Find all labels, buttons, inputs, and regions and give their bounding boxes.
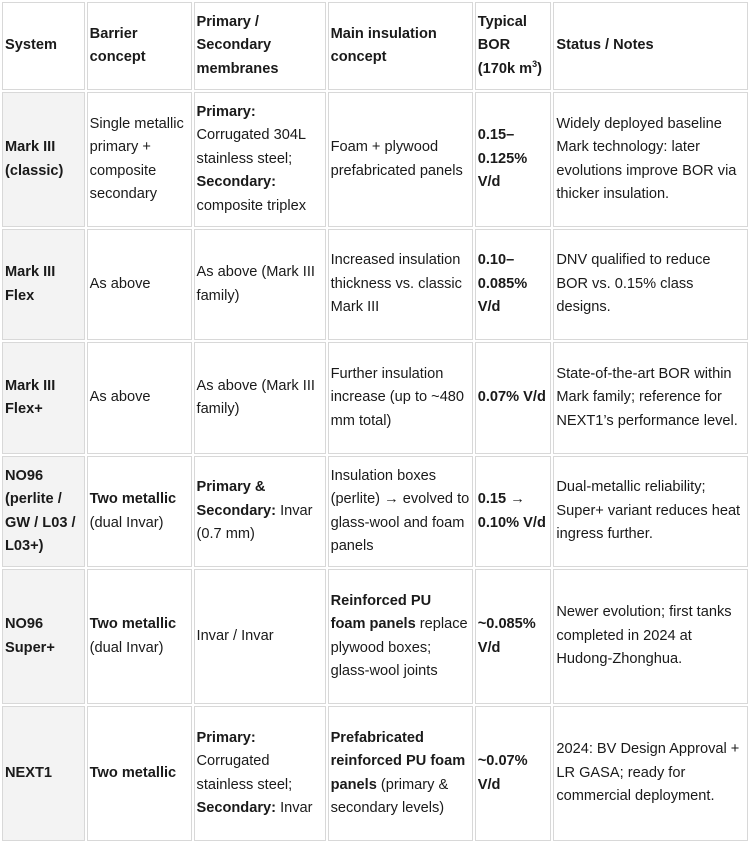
insulation-bold: Reinforced PU foam panels	[330, 592, 432, 632]
header-insulation: Main insulation concept	[328, 2, 473, 90]
header-status: Status / Notes	[553, 2, 748, 90]
membranes-cell	[194, 92, 326, 227]
barrier-cell: Single metallic primary + composite secondary	[87, 92, 192, 227]
barrier-cell: Two metallic	[87, 706, 192, 841]
primary-label: Primary:	[196, 729, 256, 746]
barrier-rest: (dual Invar)	[89, 514, 164, 531]
notes-cell: Newer evolution; first tanks completed in 2024 at Hudong-Zhonghua.	[553, 569, 748, 704]
bor-cell: 0.15–0.125% V/d	[475, 92, 552, 227]
header-bor	[475, 2, 552, 90]
system-cell: Mark III (classic)	[2, 92, 85, 227]
header-membranes: Primary / Secondary membranes	[194, 2, 326, 90]
membranes-cell	[194, 706, 326, 841]
membrane-text: Invar (0.7 mm)	[196, 502, 313, 543]
membranes-cell: Invar / Invar	[194, 569, 326, 704]
barrier-bold: Two metallic	[89, 491, 177, 507]
system-cell: Mark III Flex+	[2, 342, 85, 454]
notes-cell: State-of-the-art BOR within Mark family; reference for NEXT1’s performance level.	[553, 342, 748, 454]
header-row	[2, 2, 748, 90]
table-row-no96-super-plus	[2, 569, 748, 704]
system-cell: NO96 (perlite / GW / L03 / L03+)	[2, 456, 85, 567]
system-cell: NEXT1	[2, 706, 85, 841]
secondary-text: composite triplex	[196, 197, 307, 214]
insulation-rest: (primary & secondary levels)	[330, 776, 449, 816]
insulation-rest: replace plywood boxes; glass-wool joints	[330, 616, 468, 679]
insulation-cell: Further insulation increase (up to ~480 mm total)	[328, 342, 473, 454]
secondary-text: Invar	[280, 800, 313, 816]
membranes-cell: As above (Mark III family)	[194, 229, 326, 340]
insulation-cell	[328, 569, 473, 704]
insulation-bold: Prefabricated reinforced PU foam panels	[330, 729, 466, 793]
header-bor-superscript: 3	[532, 58, 538, 69]
header-system: System	[2, 2, 85, 90]
primary-text: Corrugated stainless steel;	[196, 753, 293, 793]
secondary-label: Secondary:	[196, 174, 276, 191]
insulation-cell: Insulation boxes (perlite) → evolved to glass-wool and foam panels	[328, 456, 473, 567]
barrier-rest: (dual Invar)	[89, 639, 164, 656]
table-row-no96	[2, 456, 748, 567]
barrier-cell	[87, 456, 192, 567]
membrane-label: Primary & Secondary:	[196, 479, 276, 519]
notes-cell: DNV qualified to reduce BOR vs. 0.15% class designs.	[553, 229, 748, 340]
bor-cell: 0.07% V/d	[475, 342, 552, 454]
notes-cell: Widely deployed baseline Mark technology: later evolutions improve BOR via thicker insulation.	[553, 92, 748, 227]
bor-cell: 0.15 → 0.10% V/d	[475, 456, 552, 567]
secondary-label: Secondary:	[196, 800, 276, 816]
bor-cell: ~0.07% V/d	[475, 706, 552, 841]
notes-cell: 2024: BV Design Approval + LR GASA; ready for commercial deployment.	[553, 706, 748, 841]
primary-label: Primary:	[196, 103, 256, 120]
system-cell: NO96 Super+	[2, 569, 85, 704]
table-row-mark-iii-classic	[2, 92, 748, 227]
table-row-mark-iii-flex	[2, 229, 748, 340]
header-bor-suffix: )	[537, 60, 542, 77]
barrier-bold: Two metallic	[89, 616, 177, 632]
membranes-cell: As above (Mark III family)	[194, 342, 326, 454]
barrier-cell	[87, 569, 192, 704]
system-cell: Mark III Flex	[2, 229, 85, 340]
table-row-mark-iii-flex-plus	[2, 342, 748, 454]
insulation-cell: Increased insulation thickness vs. classic Mark III	[328, 229, 473, 340]
header-barrier: Barrier concept	[87, 2, 192, 90]
insulation-cell: Foam + plywood prefabricated panels	[328, 92, 473, 227]
table-row-next1	[2, 706, 748, 841]
barrier-cell: As above	[87, 342, 192, 454]
barrier-cell: As above	[87, 229, 192, 340]
notes-cell: Dual-metallic reliability; Super+ variant reduces heat ingress further.	[553, 456, 748, 567]
bor-cell: ~0.085% V/d	[475, 569, 552, 704]
membranes-cell	[194, 456, 326, 567]
header-bor-text: Typical BOR (170k m	[477, 13, 533, 77]
insulation-cell	[328, 706, 473, 841]
primary-text: Corrugated 304L stainless steel;	[196, 127, 306, 167]
bor-cell: 0.10–0.085% V/d	[475, 229, 552, 340]
